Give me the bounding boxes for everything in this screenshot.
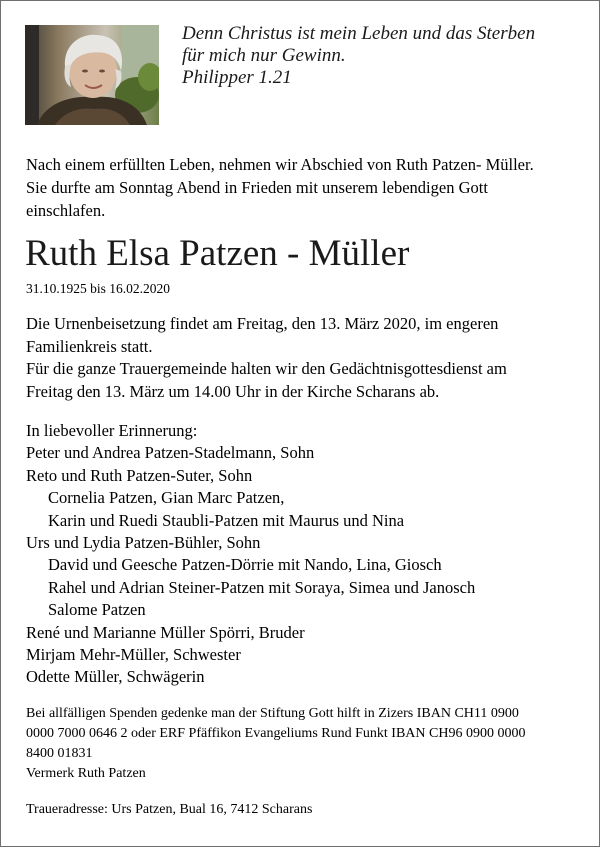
service-line: Familienkreis statt. xyxy=(26,336,153,356)
mourners-heading: In liebevoller Erinnerung: xyxy=(26,421,198,440)
intro-line: Nach einem erfüllten Leben, nehmen wir Abschied von Ruth Patzen- Müller. xyxy=(26,155,534,174)
quote-reference: Philipper 1.21 xyxy=(182,67,292,88)
service-line: Für die ganze Trauergemeinde halten wir den Gedächtnisgottesdienst am xyxy=(26,359,507,378)
mourner-entry: Mirjam Mehr-Müller, Schwester xyxy=(26,645,241,665)
mourner-entry: Salome Patzen xyxy=(48,600,146,620)
intro-text xyxy=(26,153,586,222)
mourner-entry: David und Geesche Patzen-Dörrie mit Nando, Lina, Giosch xyxy=(48,555,442,575)
mourner-entry: Odette Müller, Schwägerin xyxy=(26,667,205,687)
service-announcement xyxy=(26,313,586,403)
intro-line: Sie durfte am Sonntag Abend in Frieden mit unserem lebendigen Gott xyxy=(26,178,488,197)
service-line: Freitag den 13. März um 14.00 Uhr in der Kirche Scharans ab. xyxy=(26,381,440,401)
life-dates: 31.10.1925 bis 16.02.2020 xyxy=(26,281,171,296)
mourner-entry: Peter und Andrea Patzen-Stadelmann, Sohn xyxy=(26,443,315,463)
portrait-photo xyxy=(25,25,159,125)
mourners-list xyxy=(26,420,586,689)
quote-line: Denn Christus ist mein Leben und das Sterben xyxy=(182,23,536,44)
service-line: Die Urnenbeisetzung findet am Freitag, den 13. März 2020, im engeren xyxy=(26,314,499,333)
donation-line: Bei allfälligen Spenden gedenke man der Stiftung Gott hilft in Zizers IBAN CH11 0900 xyxy=(26,706,519,721)
donation-note xyxy=(26,704,581,784)
bible-quote xyxy=(182,23,582,89)
portrait-image xyxy=(25,25,159,125)
mourner-entry: Urs und Lydia Patzen-Bühler, Sohn xyxy=(26,533,261,553)
donation-line: 0000 7000 0646 2 oder ERF Pfäffikon Evangeliums Rund Funkt IBAN CH96 0900 0000 xyxy=(26,726,526,741)
mourner-entry: René und Marianne Müller Spörri, Bruder xyxy=(26,622,305,642)
intro-line: einschlafen. xyxy=(26,201,106,220)
quote-line: für mich nur Gewinn. xyxy=(182,45,346,66)
mourner-entry: Rahel und Adrian Steiner-Patzen mit Soraya, Simea und Janosch xyxy=(48,577,476,597)
donation-line: 8400 01831 xyxy=(26,746,93,761)
mourner-entry: Cornelia Patzen, Gian Marc Patzen, xyxy=(48,488,285,508)
mourner-entry: Reto und Ruth Patzen-Suter, Sohn xyxy=(26,465,253,485)
donation-line: Vermerk Ruth Patzen xyxy=(26,766,146,781)
mourning-address: Traueradresse: Urs Patzen, Bual 16, 7412 Scharans xyxy=(26,802,313,817)
mourner-entry: Karin und Ruedi Staubli-Patzen mit Maurus und Nina xyxy=(48,510,405,530)
deceased-name: Ruth Elsa Patzen - Müller xyxy=(25,233,410,274)
